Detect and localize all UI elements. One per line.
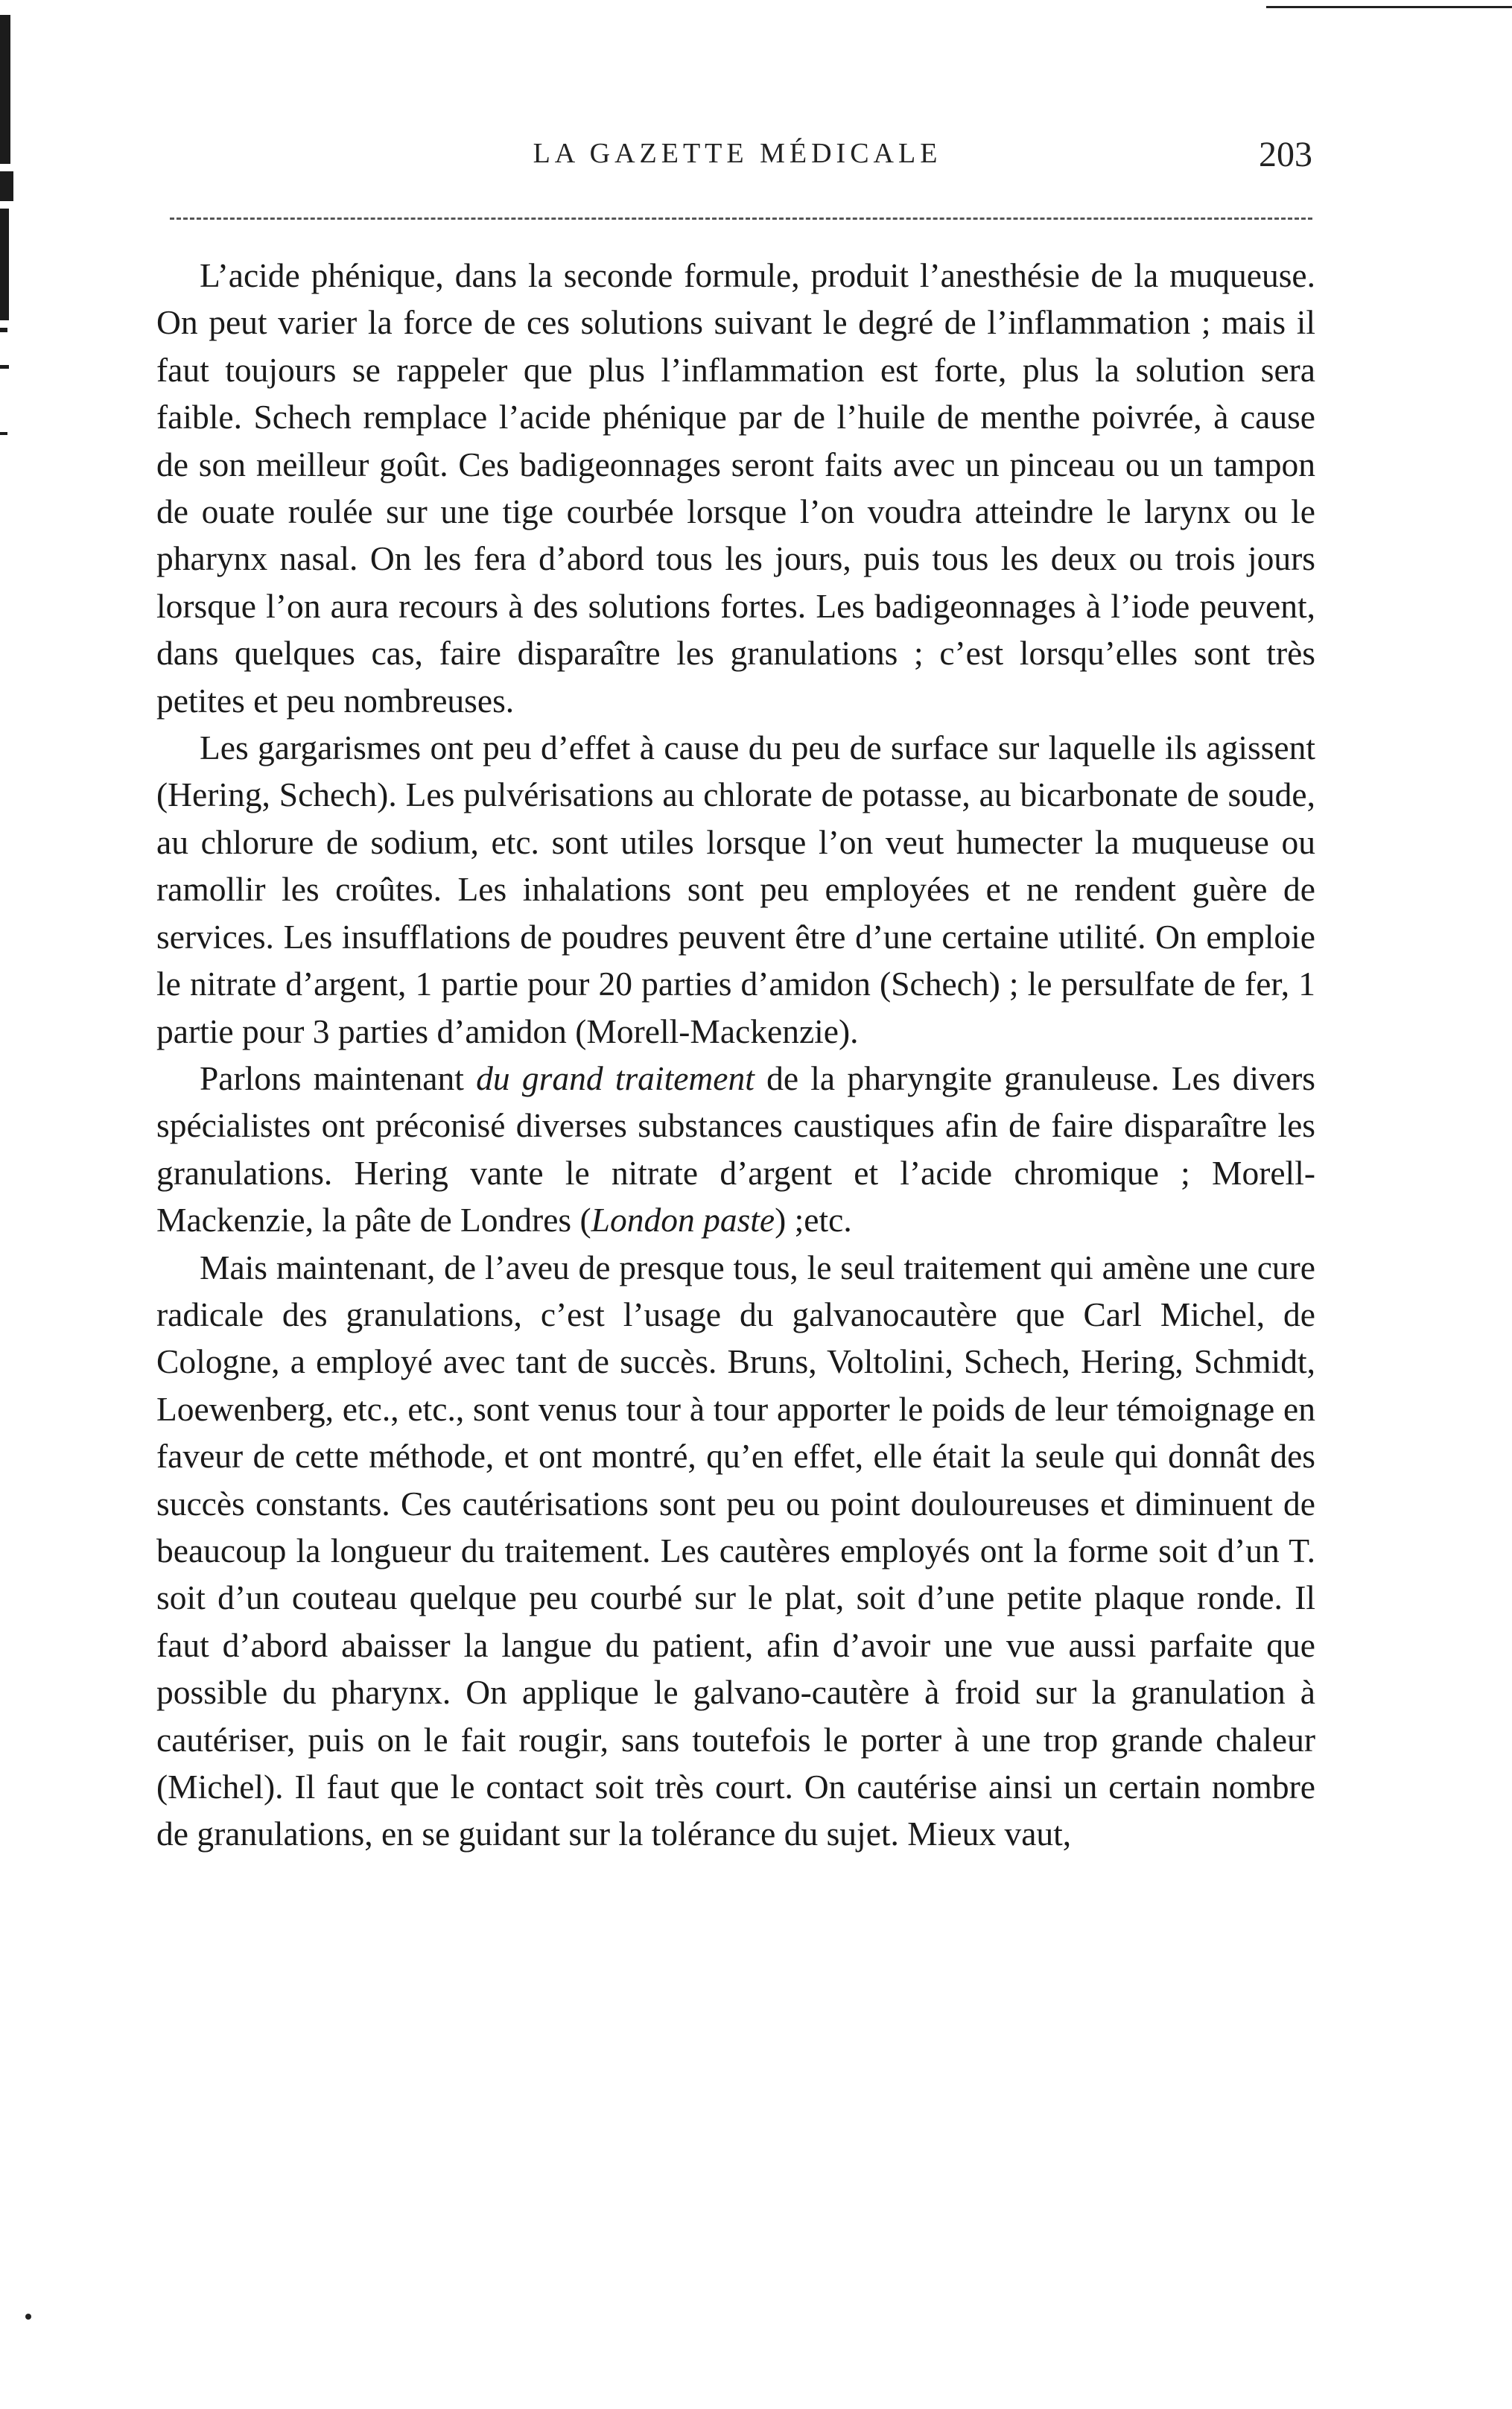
page-number: 203 xyxy=(1259,135,1312,174)
paragraph xyxy=(156,724,1315,1055)
text-run: Les gargarismes ont peu d’effet à cause du peu de surface sur laquelle ils agissent (Hering, Schech). Les pulvérisations au chlorate de potasse, au bicarbonate de soude, au chlorure de sodium, etc. sont utiles lorsque l’on veut humecter la muqueuse ou ramollir les croûtes. Les inhalations sont peu employées et ne rendent guère de services. Les insufflations de poudres peuvent être d’une certaine utilité. On emploie le nitrate d’argent, 1 partie pour 20 parties d’amidon (Schech) ; le persulfate de fer, 1 partie pour 3 parties d’amidon (Morell-Mackenzie). xyxy=(156,729,1315,1050)
italic-text-run: London paste xyxy=(591,1201,775,1240)
paragraph xyxy=(156,252,1315,724)
paragraph xyxy=(156,1055,1315,1244)
running-title: LA GAZETTE MÉDICALE xyxy=(533,138,942,169)
text-run: Mais maintenant, de l’aveu de presque tous, le seul traitement qui amène une cure radicale des granulations, c’est l’usage du galvanocautère que Carl Michel, de Cologne, a employé avec tant de succès. Bruns, Voltolini, Schech, Hering, Schmidt, Loewenberg, etc., etc., sont venus tour à tour apporter le poids de leur témoignage en faveur de cette méthode, et ont montré, qu’en effet, elle était la seule qui donnât des succès constants. Ces cautérisations sont peu ou point douloureuses et diminuent de beaucoup la longueur du traitement. Les cautères employés ont la forme soit d’un T. soit d’un couteau quelque peu courbé sur le plat, soit d’une petite plaque ronde. Il faut d’abord abaisser la langue du patient, afin d’avoir une vue aussi parfaite que possible du pharynx. On applique le galvano-cautère à froid sur la granulation à cautériser, puis on le fait rougir, sans toutefois le porter à une trop grande chaleur (Michel). Il faut que le contact soit très court. On cautérise ainsi un certain nombre de granulations, en se guidant sur la tolérance du sujet. Mieux vaut, xyxy=(156,1248,1315,1853)
text-run: ) ;etc. xyxy=(775,1201,852,1240)
body-text xyxy=(156,252,1315,1858)
scan-dot-mark xyxy=(25,2314,31,2320)
scan-edge-artifact xyxy=(0,15,18,432)
text-run: Parlons maintenant xyxy=(200,1058,477,1097)
header-rule xyxy=(170,218,1312,220)
italic-text-run: du grand traitement xyxy=(476,1058,755,1097)
page-header xyxy=(162,134,1312,179)
text-run: de la pharyngite granuleuse. Les divers spécialistes ont préconisé diverses substances caustiques afin de faire disparaître les granulations. Hering vante le nitrate d’argent et l’acide chromique ; Morell-Mackenzie, la pâte de Londres ( xyxy=(156,1058,1316,1240)
scan-top-rule xyxy=(1266,6,1512,8)
paragraph xyxy=(156,1244,1315,1858)
text-run: L’acide phénique, dans la seconde formule, produit l’anesthésie de la muqueuse. On peut varier la force de ces solutions suivant le degré de l’inflammation ; mais il faut toujours se rappeler que plus l’inflammation est forte, plus la solution sera faible. Schech remplace l’acide phénique par de l’huile de menthe poivrée, à cause de son meilleur goût. Ces badigeonnages seront faits avec un pinceau ou un tampon de ouate roulée sur une tige courbée lorsque l’on voudra atteindre le larynx ou le pharynx nasal. On les fera d’abord tous les jours, puis tous les deux ou trois jours lorsque l’on aura recours à des solutions fortes. Les badigeonnages à l’iode peuvent, dans quelques cas, faire disparaître les granulations ; c’est lorsqu’elles sont très petites et peu nombreuses. xyxy=(156,256,1315,720)
